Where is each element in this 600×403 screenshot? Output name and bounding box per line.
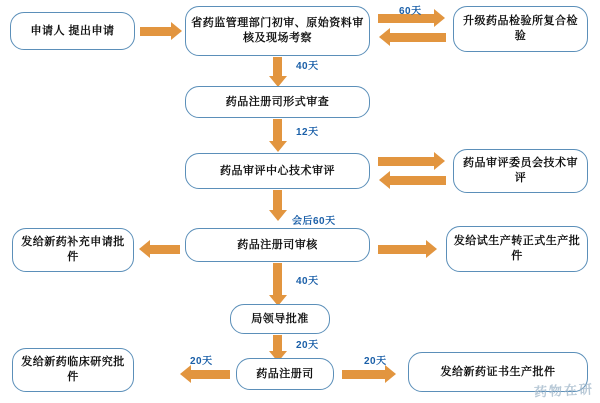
node-bureau-leader-approval[interactable] xyxy=(230,304,330,334)
edge-label-20days-1: 20天 xyxy=(296,340,319,351)
node-label: 升级药品检验所复合检验 xyxy=(463,15,578,42)
arrowhead-down-icon xyxy=(269,210,287,221)
arrowhead-down-icon xyxy=(269,141,287,152)
node-label: 药品注册司审核 xyxy=(237,238,318,251)
node-label: 药品注册司形式审查 xyxy=(225,95,330,108)
node-registration-formal-review[interactable] xyxy=(185,86,370,118)
arrowhead-left-icon xyxy=(379,28,390,46)
arrow-registration-dept-to-certificate xyxy=(342,370,387,379)
arrow-center-to-committee xyxy=(378,157,436,166)
edge-label-20days-3: 20天 xyxy=(364,356,387,367)
edge-label-12days: 12天 xyxy=(296,127,319,138)
edge-label-20days-2: 20天 xyxy=(190,356,213,367)
arrowhead-right-icon xyxy=(171,22,182,40)
node-evaluation-center-review[interactable] xyxy=(185,153,370,189)
arrow-provincial-to-formal-review xyxy=(273,57,282,78)
edge-label-60days: 60天 xyxy=(399,6,422,17)
node-label: 发给新药补充申请批件 xyxy=(21,236,125,263)
arrow-inspection-to-provincial xyxy=(388,33,446,42)
node-evaluation-committee-review[interactable] xyxy=(453,149,588,193)
node-label: 药品审评委员会技术审评 xyxy=(463,157,578,184)
node-registration-department[interactable] xyxy=(236,358,334,390)
arrow-registration-dept-to-clinical xyxy=(190,370,230,379)
node-trial-to-formal-production-approval[interactable] xyxy=(446,226,588,272)
node-label: 药品注册司 xyxy=(256,367,314,380)
node-registration-audit[interactable] xyxy=(185,228,370,262)
arrowhead-right-icon xyxy=(385,365,396,383)
arrow-formal-review-to-technical-review xyxy=(273,119,282,143)
arrowhead-left-icon xyxy=(180,365,191,383)
watermark: 药物在研 xyxy=(533,381,595,400)
edge-label-40days-2: 40天 xyxy=(296,276,319,287)
arrowhead-left-icon xyxy=(139,240,150,258)
arrowhead-left-icon xyxy=(379,171,390,189)
node-upgrade-inspection[interactable] xyxy=(453,6,588,52)
arrowhead-right-icon xyxy=(434,9,445,27)
node-provincial-review[interactable] xyxy=(185,6,370,56)
node-label: 申请人 提出申请 xyxy=(30,24,115,37)
node-label: 局领导批准 xyxy=(251,312,309,325)
arrow-audit-to-supplementary xyxy=(148,245,180,254)
arrow-center-to-registration-audit xyxy=(273,190,282,212)
node-label: 发给新药临床研究批件 xyxy=(21,356,125,383)
node-clinical-research-approval[interactable] xyxy=(12,348,134,392)
node-label: 发给试生产转正式生产批件 xyxy=(453,235,581,262)
node-supplementary-approval[interactable] xyxy=(12,228,134,272)
node-applicant-submit[interactable] xyxy=(10,12,135,50)
arrow-applicant-to-provincial xyxy=(140,27,173,36)
arrow-committee-to-center xyxy=(388,176,446,185)
arrow-audit-to-production xyxy=(378,245,428,254)
arrowhead-right-icon xyxy=(426,240,437,258)
arrowhead-right-icon xyxy=(434,152,445,170)
node-label: 发给新药证书生产批件 xyxy=(440,365,556,378)
edge-label-after-meeting-60days: 会后60天 xyxy=(292,216,336,227)
edge-label-40days-1: 40天 xyxy=(296,61,319,72)
node-label: 药品审评中心技术审评 xyxy=(220,164,335,177)
arrow-audit-to-leader-approval xyxy=(273,263,282,297)
node-label: 省药监管理部门初审、原始资料审核及现场考察 xyxy=(191,17,364,44)
